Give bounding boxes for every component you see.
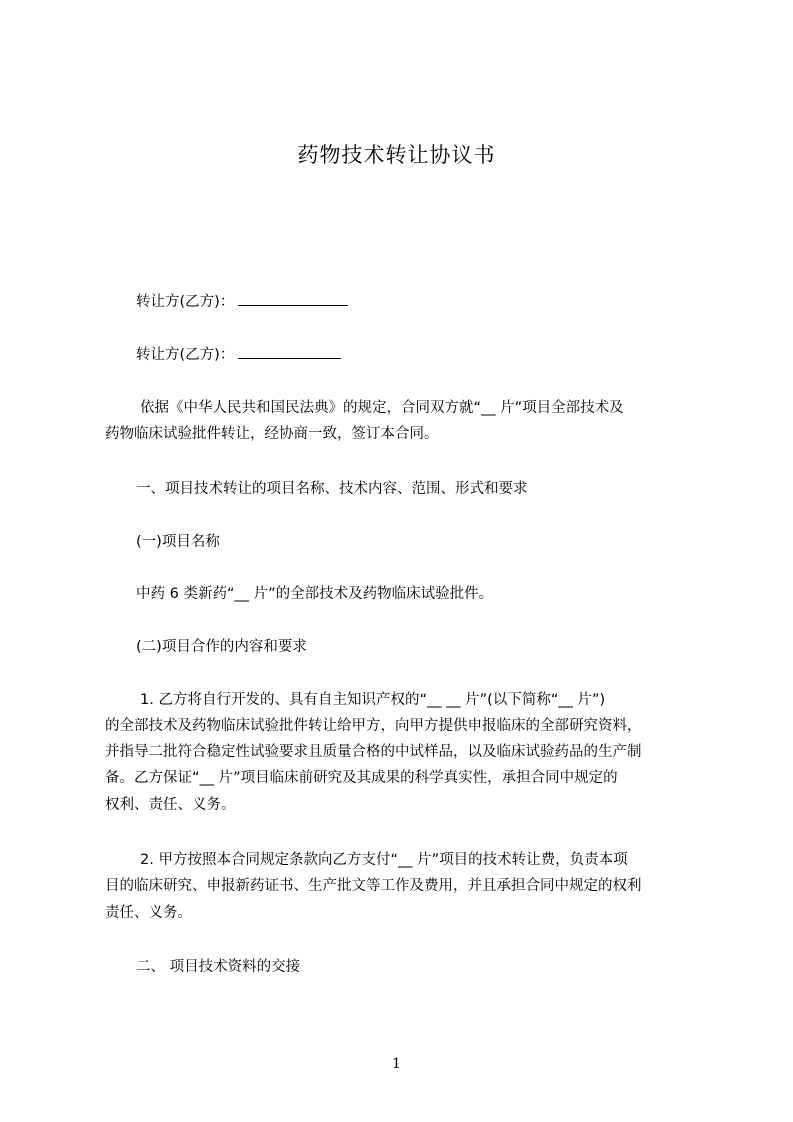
item-2-line-2: 目的临床研究、申报新药证书、生产批文等工作及费用，并且承担合同中规定的权利: [105, 878, 642, 894]
item-2-line-3: 责任、义务。: [105, 905, 192, 921]
transferor-line-2: [136, 344, 341, 365]
subsection-1-heading: (一)项目名称: [136, 534, 220, 550]
transferor-line-1: [136, 291, 348, 312]
item-1-line-1: 1. 乙方将自行开发的、具有自主知识产权的“__ __ 片”(以下简称“__ 片”): [140, 692, 606, 708]
item-1-line-2: 的全部技术及药物临床试验批件转让给甲方，向甲方提供申报临床的全部研究资料，: [105, 718, 642, 734]
section-1-heading: 一、项目技术转让的项目名称、技术内容、范围、形式和要求: [136, 481, 528, 497]
item-1-line-4: 备。乙方保证“__ 片”项目临床前研究及其成果的科学真实性，承担合同中规定的: [105, 770, 618, 786]
item-1-line-3: 并指导二批符合稳定性试验要求且质量合格的中试样品，以及临床试验药品的生产制: [105, 744, 642, 760]
item-1-line-5: 权利、责任、义务。: [105, 797, 236, 813]
transferor-blank-1: [238, 291, 348, 306]
section-2-heading: 二、 项目技术资料的交接: [136, 959, 301, 975]
subsection-2-heading: (二)项目合作的内容和要求: [136, 639, 307, 655]
page-number: 1: [392, 1056, 401, 1072]
intro-line-1: 依据《中华人民共和国民法典》的规定，合同双方就“__ 片”项目全部技术及: [140, 400, 624, 416]
intro-line-2: 药物临床试验批件转让，经协商一致，签订本合同。: [105, 426, 439, 442]
transferor-label-2: 转让方(乙方)：: [136, 347, 235, 363]
transferor-blank-2: [238, 344, 341, 359]
project-name-line: 中药 6 类新药“__ 片”的全部技术及药物临床试验批件。: [136, 586, 494, 602]
item-2-line-1: 2. 甲方按照本合同规定条款向乙方支付“__ 片”项目的技术转让费，负责本项: [140, 852, 628, 868]
transferor-label-1: 转让方(乙方)：: [136, 294, 235, 310]
document-title: 药物技术转让协议书: [297, 143, 496, 167]
